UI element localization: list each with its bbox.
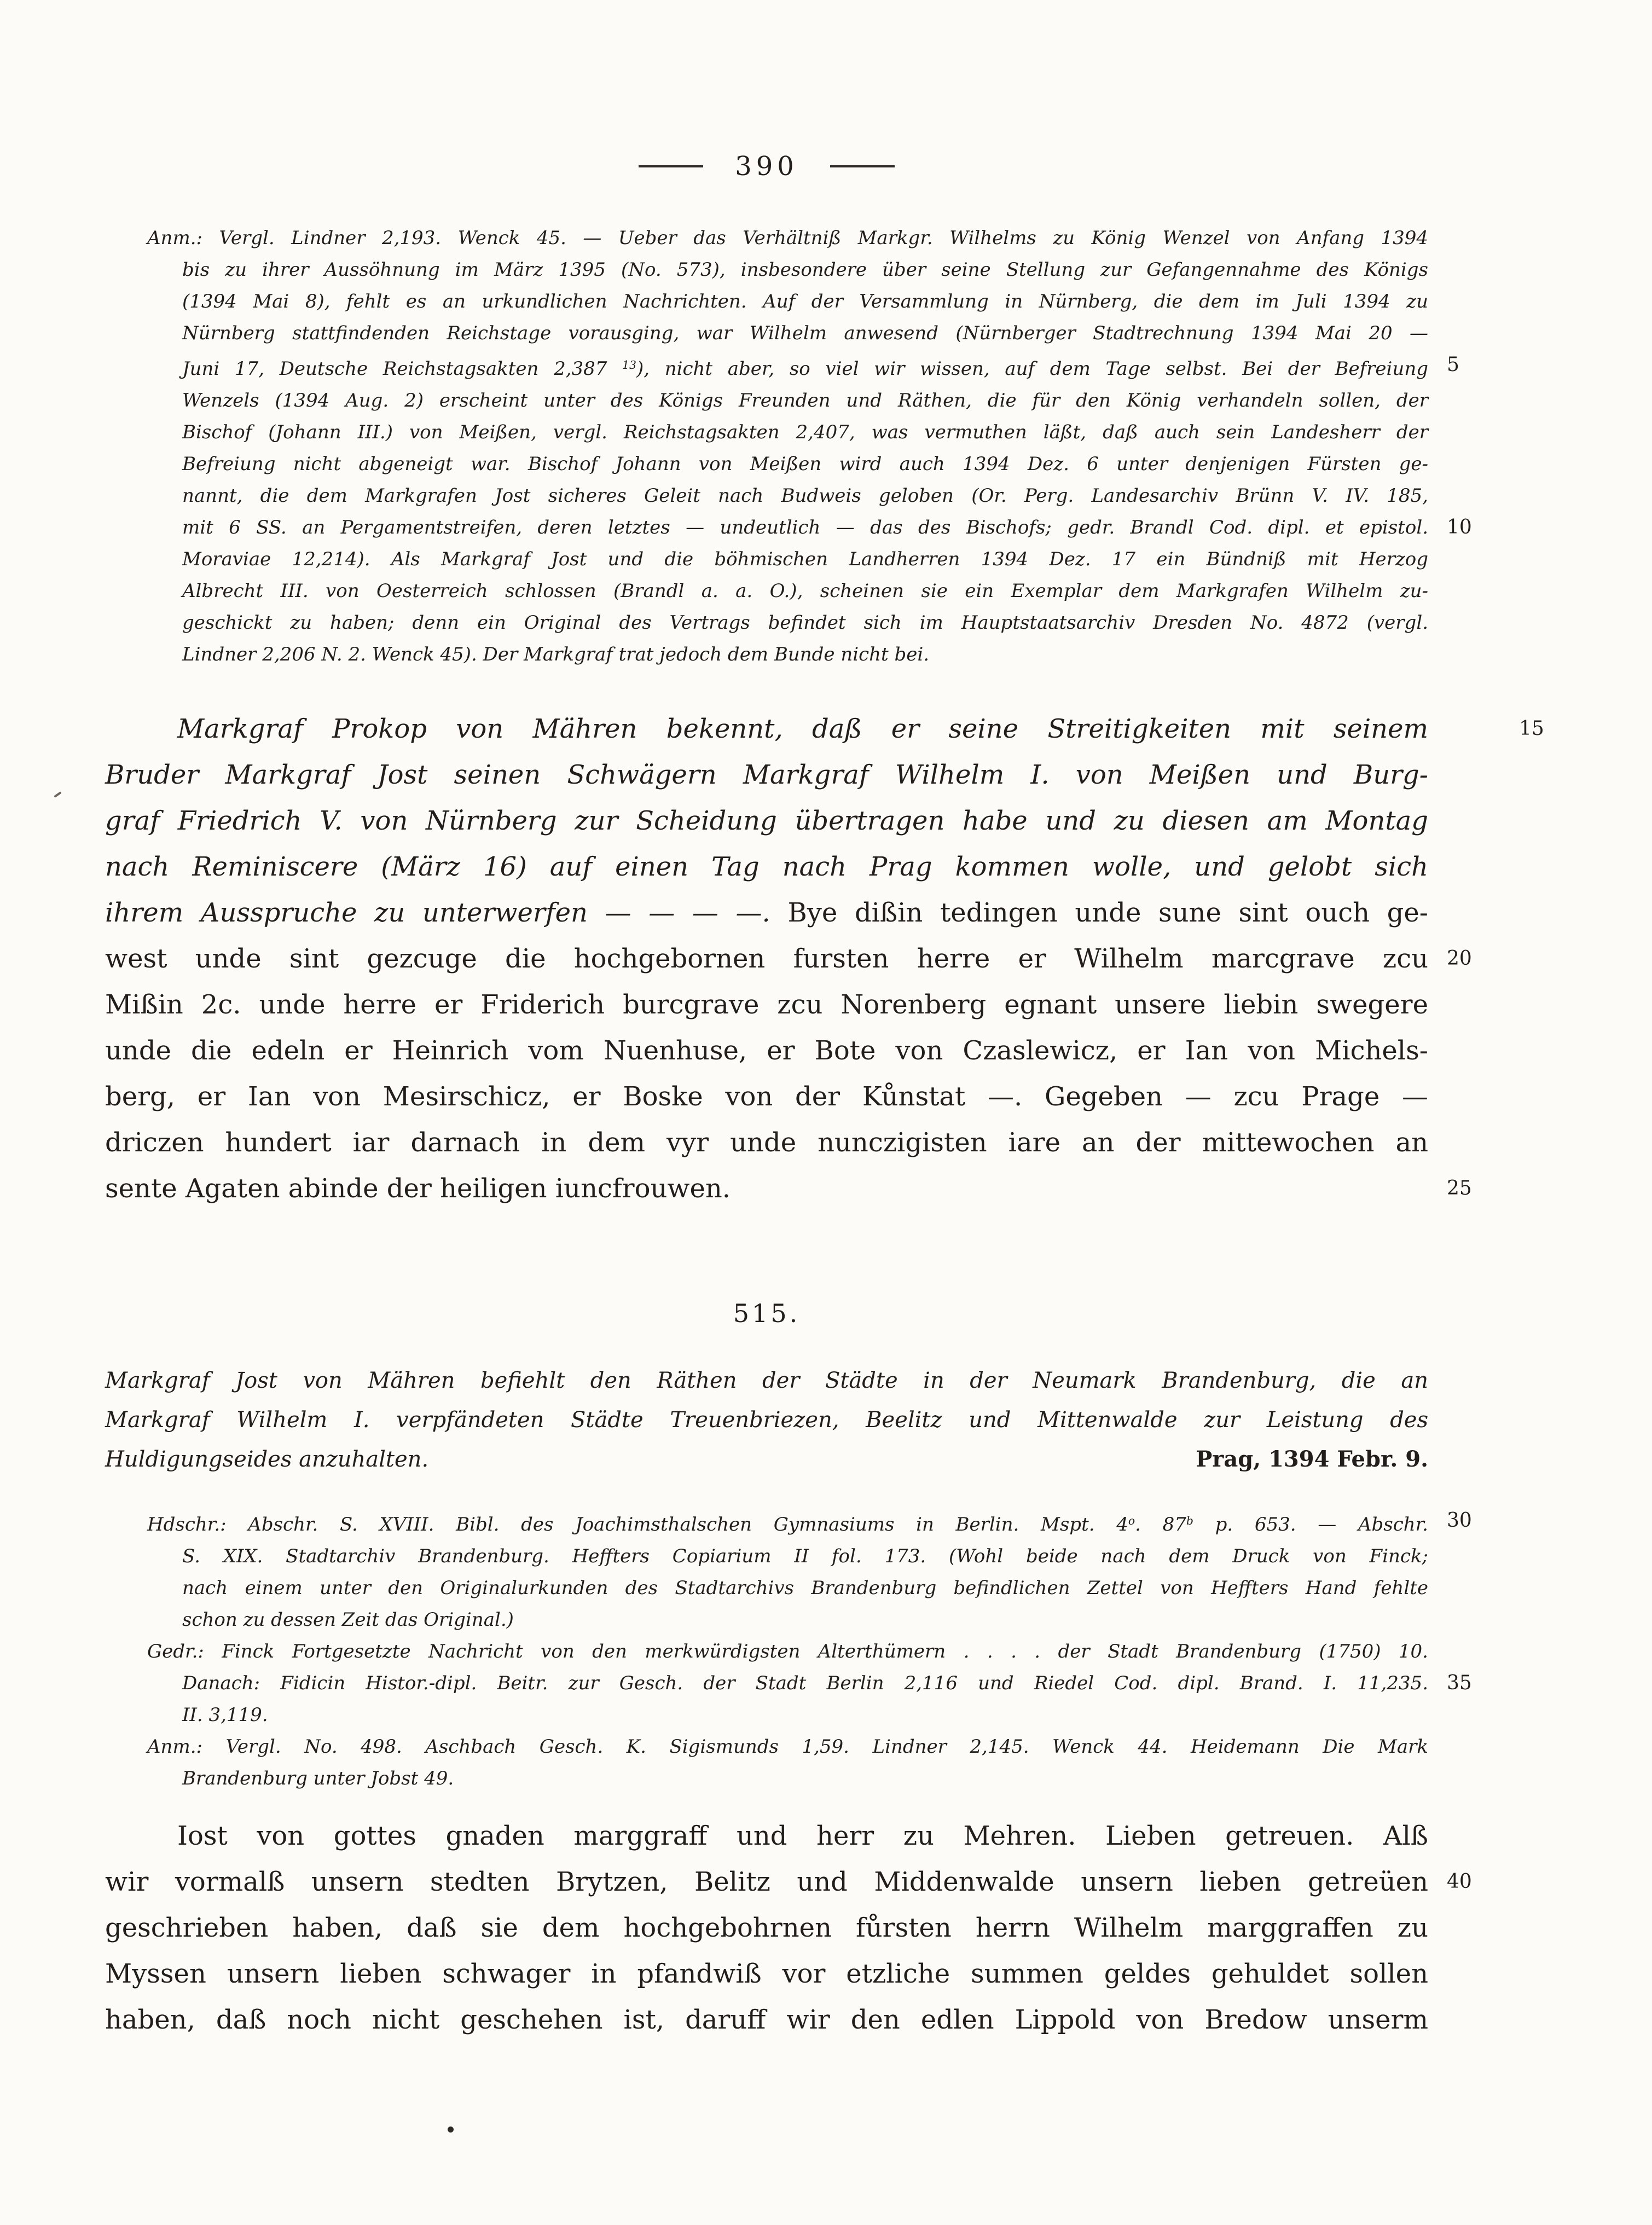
text-line: [105, 890, 1428, 936]
line-text: [105, 989, 1428, 1020]
line-text: [105, 806, 1428, 836]
line-text: [182, 1672, 1428, 1694]
line-text: [105, 851, 1428, 882]
line-text: [105, 1081, 1428, 1112]
date-place-line: [1196, 1440, 1428, 1479]
text-line: [105, 1905, 1428, 1951]
line-text: [105, 1440, 428, 1479]
text-line: [105, 1997, 1428, 2043]
text-line: [147, 1763, 1428, 1794]
line-text: [105, 760, 1428, 790]
text-segment: . 87: [1135, 1514, 1186, 1536]
line-text: [105, 1368, 1428, 1393]
text-segment: Myssen unsern lieben schwager in pfandwiß vor etzliche summen geldes gehuldet sollen: [105, 1959, 1428, 1989]
text-line: [147, 639, 1428, 670]
text-segment: nach einem unter den Originalurkunden des Stadtarchivs Brandenburg befindlichen Zettel von Heffters Hand fehlte: [182, 1577, 1428, 1600]
text-line: [105, 752, 1428, 798]
text-line: [105, 936, 1472, 982]
entry-text-prokop: [105, 706, 1544, 1212]
text-segment: Iost von gottes gnaden marggraff und herr zu Mehren. Lieben getreuen. Alß: [177, 1821, 1428, 1851]
text-line: [105, 1951, 1428, 1997]
text-line: [147, 607, 1428, 639]
text-segment: Anm.: Vergl. Lindner 2,193. Wenck 45. — Ueber das Verhältniß Markgr. Wilhelms zu König Wenzel von Anfang 1394: [147, 227, 1428, 249]
apparatus-blocks: [147, 1505, 1472, 1794]
line-text: [177, 1821, 1428, 1851]
line-text: [105, 1173, 731, 1204]
ink-dot: [448, 2127, 454, 2133]
text-line: [105, 1361, 1428, 1400]
text-segment: Bischof (Johann III.) von Meißen, vergl. Reichstagsakten 2,407, was vermuthen läßt, daß auch sein Landesherr der: [182, 421, 1428, 444]
text-segment: sente Agaten abinde der heiligen iuncfrouwen.: [105, 1173, 731, 1204]
text-segment: Albrecht III. von Oesterreich schlossen (Brandl a. a. O.), scheinen sie ein Exemplar dem Markgrafen Wilhelm zu-: [182, 580, 1428, 602]
line-text: [105, 943, 1428, 974]
line-text: [105, 1127, 1428, 1158]
annotation-block-top: [147, 222, 1472, 670]
text-segment: driczen hundert iar darnach in dem vyr unde nunczigisten iare an der mittewochen an: [105, 1127, 1428, 1158]
line-text: [105, 1867, 1428, 1897]
text-line: [147, 1540, 1428, 1572]
text-segment: Wenzels (1394 Aug. 2) erscheint unter des Königs Freunden und Räthen, die für den König verhandeln sollen, der: [182, 390, 1428, 412]
line-text: [147, 1514, 1428, 1536]
line-text: [182, 453, 1428, 475]
line-text: [182, 548, 1428, 570]
text-line: [105, 1074, 1428, 1120]
text-segment: ), nicht aber, so viel wir wissen, auf dem Tage selbst. Bei der Befreiung: [636, 358, 1428, 380]
text-line: [147, 1505, 1472, 1540]
text-line: [147, 1731, 1428, 1763]
header-rule-left: [639, 165, 703, 167]
text-line: [105, 1400, 1428, 1440]
text-line: [147, 416, 1428, 448]
line-text: [182, 1609, 514, 1631]
text-line: [147, 1604, 1428, 1636]
text-line: [147, 286, 1428, 317]
line-text: [105, 1959, 1428, 1989]
page-content: [105, 0, 1544, 2225]
line-text: [182, 644, 929, 665]
line-text: [182, 485, 1428, 507]
line-text: [105, 897, 1428, 928]
margin-line-number: 35: [1447, 1672, 1472, 1695]
text-segment: o: [1128, 1514, 1135, 1527]
text-segment: west unde sint gezcuge die hochgebornen fursten herre er Wilhelm marcgrave zcu: [105, 943, 1428, 974]
text-segment: b: [1186, 1514, 1193, 1527]
margin-line-number: 10: [1447, 516, 1472, 539]
line-text: [182, 1704, 268, 1726]
regest-summary: [105, 1361, 1428, 1479]
line-text: [182, 612, 1428, 634]
text-segment: haben, daß noch nicht geschehen ist, daruff wir den edlen Lippold von Bredow unserm: [105, 2004, 1428, 2035]
text-line: [147, 575, 1428, 607]
text-segment: Prag, 1394 Febr. 9.: [1196, 1446, 1428, 1472]
hdschr-block: [147, 1505, 1472, 1636]
text-segment: Befreiung nicht abgeneigt war. Bischof Johann von Meißen wird auch 1394 Dez. 6 unter denjenigen Fürsten ge-: [182, 453, 1428, 476]
page-number: 390: [735, 151, 798, 182]
line-text: [147, 1736, 1428, 1758]
ink-speck: [54, 791, 62, 798]
anm-block-bottom: [147, 1731, 1428, 1794]
line-text: [105, 2004, 1428, 2035]
line-text: [182, 358, 1428, 380]
line-text: [182, 1577, 1428, 1599]
text-line: [147, 1636, 1428, 1667]
text-segment: Markgraf Prokop von Mähren bekennt, daß er seine Streitigkeiten mit seinem: [177, 714, 1428, 744]
text-line: [147, 1699, 1428, 1731]
text-segment: Markgraf Wilhelm I. verpfändeten Städte Treuenbriezen, Beelitz und Mittenwalde zur Leistung des: [105, 1407, 1428, 1433]
text-segment: S. XIX. Stadtarchiv Brandenburg. Heffters Copiarium II fol. 173. (Wohl beide nach dem Druck von Finck;: [182, 1545, 1428, 1568]
text-segment: berg, er Ian von Mesirschicz, er Boske von der Kůnstat —. Gegeben — zcu Prage —: [105, 1081, 1428, 1112]
text-line: [105, 844, 1428, 890]
text-segment: bis zu ihrer Aussöhnung im März 1395 (No. 573), insbesondere über seine Stellung zur Gefangennahme des Königs: [182, 259, 1428, 281]
text-segment: geschrieben haben, daß sie dem hochgebohrnen fůrsten herrn Wilhelm marggraffen zu: [105, 1913, 1428, 1943]
text-line: [105, 1028, 1428, 1074]
document-number-heading: 515.: [733, 1299, 801, 1328]
line-text: [105, 1913, 1428, 1943]
text-line: [105, 1166, 1472, 1212]
line-text: [182, 390, 1428, 412]
margin-line-number: 30: [1447, 1509, 1472, 1532]
text-segment: Bruder Markgraf Jost seinen Schwägern Markgraf Wilhelm I. von Meißen und Burg-: [105, 760, 1428, 790]
gedr-block: [147, 1636, 1472, 1731]
margin-line-number: 40: [1447, 1870, 1472, 1893]
text-line: [105, 1813, 1428, 1859]
text-segment: Gedr.: Finck Fortgesetzte Nachricht von den merkwürdigsten Alterthümern . . . . der Stadt Brandenburg (1750) 10.: [147, 1641, 1428, 1663]
text-line: [105, 1440, 1428, 1479]
line-text: [182, 421, 1428, 443]
document-text: [105, 1813, 1472, 2043]
text-segment: Moraviae 12,214). Als Markgraf Jost und die böhmischen Landherren 1394 Dez. 17 ein Bündniß mit Herzog: [182, 548, 1428, 571]
text-segment: Hdschr.: Abschr. S. XVIII. Bibl. des Joachimsthalschen Gymnasiums in Berlin. Mspt. 4: [147, 1514, 1128, 1536]
text-segment: Bye dißin tedingen unde sune sint ouch ge-: [770, 897, 1428, 928]
line-text: [182, 259, 1428, 281]
text-segment: Huldigungseides anzuhalten.: [105, 1447, 429, 1472]
line-text: [182, 580, 1428, 602]
text-segment: Anm.: Vergl. No. 498. Aschbach Gesch. K. Sigismunds 1,59. Lindner 2,145. Wenck 44. Heidemann Die Mark: [147, 1736, 1428, 1758]
line-text: [105, 1035, 1428, 1066]
text-segment: Brandenburg unter Jobst 49.: [182, 1768, 454, 1790]
text-segment: nach Reminiscere (März 16) auf einen Tag nach Prag kommen wolle, und gelobt sich: [105, 851, 1428, 882]
page-header: [105, 150, 1428, 183]
line-text: [147, 1641, 1428, 1662]
text-line: [147, 512, 1472, 543]
text-segment: geschickt zu haben; denn ein Original des Vertrags befindet sich im Hauptstaatsarchiv Dresden No. 4872 (vergl.: [182, 612, 1428, 634]
text-segment: Mißin 2c. unde herre er Friderich burcgrave zcu Norenberg egnant unsere liebin swegere: [105, 989, 1428, 1020]
margin-line-number: 5: [1447, 354, 1459, 376]
text-line: [147, 222, 1428, 254]
line-text: [177, 714, 1428, 744]
text-segment: Lindner 2,206 N. 2. Wenck 45). Der Markgraf trat jedoch dem Bunde nicht bei.: [182, 644, 930, 666]
text-segment: p. 653. — Abschr.: [1193, 1514, 1428, 1536]
text-segment: Juni 17, Deutsche Reichstagsakten 2,387: [182, 358, 623, 380]
text-line: [105, 982, 1428, 1028]
text-segment: Markgraf Jost von Mähren befiehlt den Räthen der Städte in der Neumark Brandenburg, die an: [105, 1368, 1428, 1393]
text-segment: ihrem Ausspruche zu unterwerfen — — — —.: [105, 897, 770, 928]
text-line: [105, 706, 1544, 752]
text-line: [147, 1667, 1472, 1699]
text-segment: mit 6 SS. an Pergamentstreifen, deren letztes — undeutlich — das des Bischofs; gedr. Brandl Cod. dipl. et epistol.: [182, 517, 1428, 539]
text-segment: (1394 Mai 8), fehlt es an urkundlichen Nachrichten. Auf der Versammlung in Nürnberg, die dem im Juli 1394 zu: [182, 291, 1428, 312]
margin-line-number: 15: [1519, 717, 1544, 740]
text-line: [147, 448, 1428, 480]
text-segment: Danach: Fidicin Histor.-dipl. Beitr. zur Gesch. der Stadt Berlin 2,116 und Riedel Cod. dipl. Brand. I. 11,235.: [182, 1672, 1428, 1695]
text-segment: 13: [622, 358, 636, 372]
text-line: [147, 480, 1428, 512]
margin-line-number: 20: [1447, 947, 1472, 970]
text-segment: II. 3,119.: [182, 1704, 268, 1726]
line-text: [182, 1768, 454, 1789]
line-text: [182, 291, 1428, 312]
text-segment: graf Friedrich V. von Nürnberg zur Scheidung übertragen habe und zu diesen am Montag: [105, 806, 1428, 836]
line-text: [182, 517, 1428, 538]
text-line: [147, 254, 1428, 286]
line-text: [147, 227, 1428, 249]
text-segment: nannt, die dem Markgrafen Jost sicheres Geleit nach Budweis geloben (Or. Perg. Landesarchiv Brünn V. IV. 185,: [182, 485, 1428, 507]
text-segment: Nürnberg stattfindenden Reichstage vorausging, war Wilhelm anwesend (Nürnberger Stadtrechnung 1394 Mai 20 —: [182, 322, 1428, 344]
margin-line-number: 25: [1447, 1177, 1472, 1200]
text-line: [105, 1120, 1428, 1166]
line-text: [182, 1545, 1428, 1567]
text-segment: unde die edeln er Heinrich vom Nuenhuse, er Bote von Czaslewicz, er Ian von Michels-: [105, 1035, 1428, 1066]
text-line: [147, 385, 1428, 416]
header-rule-right: [830, 165, 895, 167]
text-segment: schon zu dessen Zeit das Original.): [182, 1609, 514, 1631]
text-segment: wir vormalß unsern stedten Brytzen, Belitz und Middenwalde unsern lieben getreüen: [105, 1867, 1428, 1897]
line-text: [105, 1407, 1428, 1433]
text-line: [147, 543, 1428, 575]
text-line: [105, 798, 1428, 844]
text-line: [105, 1859, 1472, 1905]
text-line: [147, 1572, 1428, 1604]
text-line: [147, 317, 1428, 349]
line-text: [182, 322, 1428, 344]
text-line: [147, 349, 1459, 385]
